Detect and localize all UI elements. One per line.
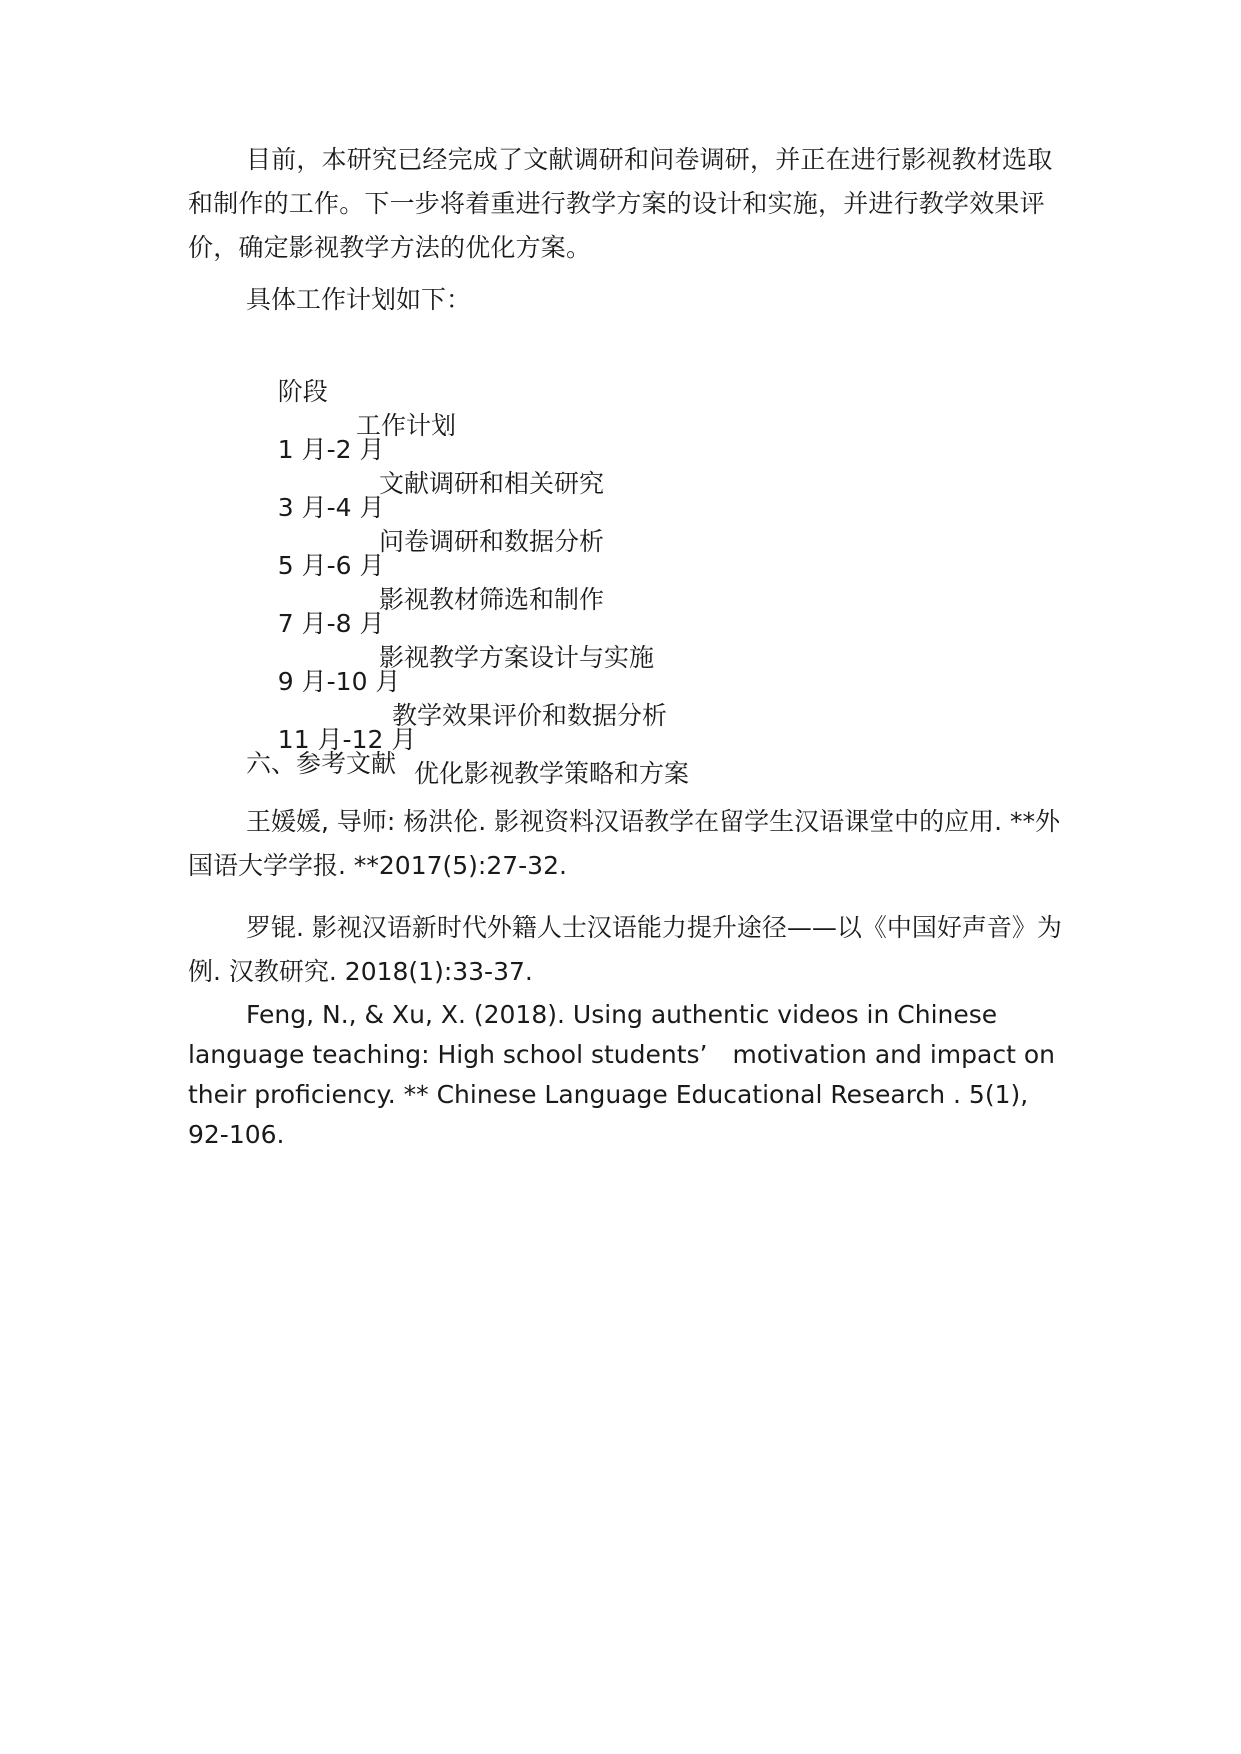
row-stage: 9 月-10 月 [277, 667, 401, 696]
row-plan: 教学效果评价和数据分析 [392, 701, 668, 730]
row-plan: 影视教材筛选和制作 [379, 585, 605, 614]
row-plan: 文献调研和相关研究 [379, 469, 605, 498]
reference-item: 罗锟. 影视汉语新时代外籍人士汉语能力提升途径——以《中国好声音》为例. 汉教研究. 2018(1):33-37. [188, 913, 1062, 986]
header-stage: 阶段 [277, 377, 328, 406]
row-stage: 7 月-8 月 [277, 609, 385, 638]
references-heading: 六、参考文献 [246, 749, 397, 778]
row-plan: 问卷调研和数据分析 [379, 527, 605, 556]
row-stage: 5 月-6 月 [277, 551, 385, 580]
row-plan: 优化影视教学策略和方案 [414, 759, 690, 788]
reference-item: 王媛媛, 导师: 杨洪伦. 影视资料汉语教学在留学生汉语课堂中的应用. **外国语大学学报. **2017(5):27-32. [188, 807, 1061, 880]
header-plan: 工作计划 [356, 411, 457, 440]
intro-paragraph: 目前，本研究已经完成了文献调研和问卷调研，并正在进行影视教材选取和制作的工作。下一步将着重进行教学方案的设计和实施，并进行教学效果评价，确定影视教学方法的优化方案。 [188, 145, 1053, 262]
row-stage: 3 月-4 月 [277, 493, 385, 522]
reference-item: Feng, N., & Xu, X. (2018). Using authentic videos in Chinese language teaching: High school students’ motivation and impact on their proficiency. ** Chinese Language Educational Research . 5(1), 92-106. [188, 1000, 1055, 1149]
plan-heading: 具体工作计划如下： [246, 285, 472, 314]
row-stage: 1 月-2 月 [277, 435, 385, 464]
row-stage: 11 月-12 月 [277, 725, 417, 754]
row-plan: 影视教学方案设计与实施 [379, 643, 655, 672]
